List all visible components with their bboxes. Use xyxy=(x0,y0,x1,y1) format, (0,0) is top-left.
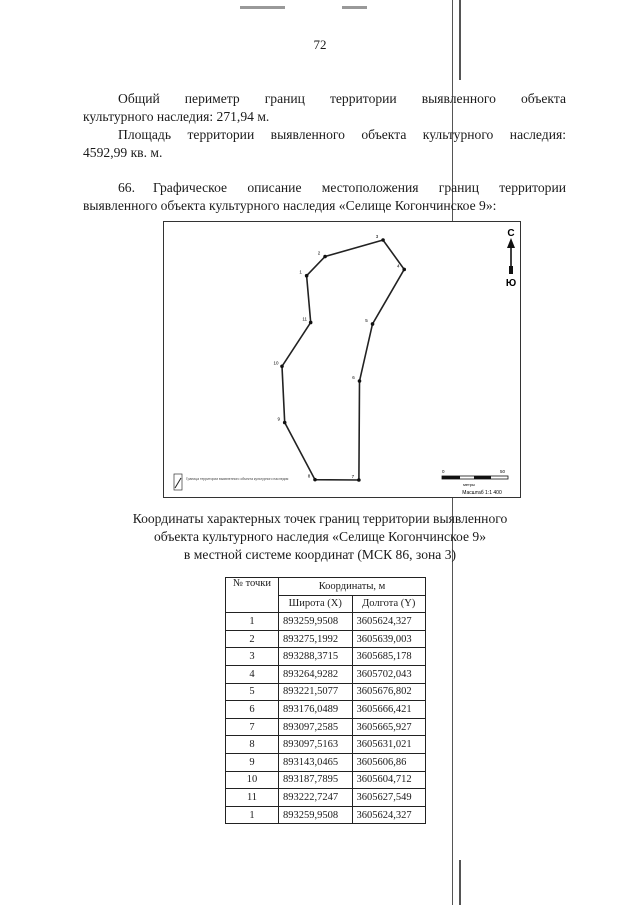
cell-lon: 3605604,712 xyxy=(352,771,426,789)
boundary-point-label: 1 xyxy=(299,269,302,275)
header-lon: Долгота (Y) xyxy=(352,595,426,613)
section-number: 66. xyxy=(118,180,135,195)
cell-lat: 893222,7247 xyxy=(279,789,353,807)
header-lat: Широта (X) xyxy=(279,595,353,613)
cell-lon: 3605666,421 xyxy=(352,701,426,719)
table-row xyxy=(226,736,426,754)
cell-lat: 893259,9508 xyxy=(279,806,353,824)
cell-lon: 3605702,043 xyxy=(352,665,426,683)
cell-lat: 893097,5163 xyxy=(279,736,353,754)
boundary-point xyxy=(402,268,406,272)
boundary-map xyxy=(163,221,521,498)
boundary-point-label: 7 xyxy=(351,474,355,479)
table-row xyxy=(226,718,426,736)
boundary-point xyxy=(381,238,385,242)
cell-point: 1 xyxy=(226,806,279,824)
area-paragraph xyxy=(83,126,566,144)
boundary-point xyxy=(280,365,284,369)
cell-lon: 3605665,927 xyxy=(352,718,426,736)
perimeter-line-2: культурного наследия: 271,94 м. xyxy=(83,109,270,124)
cell-point: 6 xyxy=(226,701,279,719)
table-caption-line-2: объекта культурного наследия «Селище Когончинское 9» xyxy=(154,529,486,544)
cell-lon: 3605624,327 xyxy=(352,806,426,824)
table-row xyxy=(226,613,426,631)
perimeter-line-1: Общий периметр границ территории выявленного объекта xyxy=(118,91,566,106)
table-row xyxy=(226,771,426,789)
boundary-point-label: 6 xyxy=(352,375,355,381)
section-line-1: Графическое описание местоположения границ территории xyxy=(153,180,566,195)
cell-lat: 893259,9508 xyxy=(279,613,353,631)
boundary-map-drawing xyxy=(164,222,522,499)
table-caption-line-1: Координаты характерных точек границ территории выявленного xyxy=(132,511,508,526)
boundary-line xyxy=(282,240,404,480)
cell-point: 8 xyxy=(226,736,279,754)
legend-text: Граница территории выявленного объекта культурного наследия xyxy=(186,477,289,481)
cell-lon: 3605631,021 xyxy=(352,736,426,754)
cell-point: 10 xyxy=(226,771,279,789)
scale-bar xyxy=(442,469,508,496)
table-row xyxy=(226,806,426,824)
cell-lat: 893097,2585 xyxy=(279,718,353,736)
boundary-point xyxy=(313,478,317,482)
cell-lon: 3605676,802 xyxy=(352,683,426,701)
perimeter-paragraph-cont xyxy=(83,108,566,126)
cell-lon: 3605639,003 xyxy=(352,630,426,648)
cell-lat: 893221,5077 xyxy=(279,683,353,701)
table-row xyxy=(226,753,426,771)
header-coords: Координаты, м xyxy=(279,578,426,596)
boundary-point-label: 11 xyxy=(302,316,308,322)
area-paragraph-cont xyxy=(83,144,566,162)
perimeter-paragraph xyxy=(83,90,566,108)
section-line-2: выявленного объекта культурного наследия «Селище Когончинское 9»: xyxy=(83,198,497,213)
cell-lon: 3605685,178 xyxy=(352,648,426,666)
boundary-point-label: 10 xyxy=(273,360,279,366)
north-label: С xyxy=(507,228,515,239)
header-point: № точки xyxy=(226,578,279,613)
scan-smudge xyxy=(240,6,285,9)
cell-lat: 893264,9282 xyxy=(279,665,353,683)
cell-lat: 893275,1992 xyxy=(279,630,353,648)
map-legend xyxy=(174,474,289,490)
boundary-point-label: 5 xyxy=(365,317,368,323)
boundary-point xyxy=(371,322,375,326)
boundary-point-label: 4 xyxy=(396,263,400,269)
scale-end: 50 xyxy=(500,469,506,474)
cell-lat: 893143,0465 xyxy=(279,753,353,771)
boundary-point xyxy=(323,255,327,259)
boundary-point xyxy=(358,379,362,383)
area-line-2: 4592,99 кв. м. xyxy=(83,145,163,160)
cell-point: 9 xyxy=(226,753,279,771)
cell-point: 3 xyxy=(226,648,279,666)
cell-point: 4 xyxy=(226,665,279,683)
cell-lat: 893187,7895 xyxy=(279,771,353,789)
cell-lat: 893176,0489 xyxy=(279,701,353,719)
area-line-1: Площадь территории выявленного объекта культурного наследия: xyxy=(118,127,566,142)
cell-point: 1 xyxy=(226,613,279,631)
cell-point: 2 xyxy=(226,630,279,648)
boundary-point xyxy=(283,421,287,425)
boundary-point-label: 3 xyxy=(375,234,379,239)
page-number: 72 xyxy=(313,37,327,52)
section-heading-cont xyxy=(83,197,566,215)
cell-point: 11 xyxy=(226,789,279,807)
table-caption-line-3: в местной системе координат (МСК 86, зона 3) xyxy=(183,547,457,562)
table-row xyxy=(226,648,426,666)
scan-margin-line xyxy=(459,860,461,905)
boundary-point-label: 2 xyxy=(317,250,321,256)
scale-start: 0 xyxy=(442,469,445,474)
scan-smudge xyxy=(342,6,367,9)
scale-unit: метры xyxy=(463,482,475,487)
boundary-point xyxy=(305,274,309,278)
coordinates-table xyxy=(225,577,426,824)
section-heading xyxy=(83,179,566,197)
table-row xyxy=(226,683,426,701)
table-row xyxy=(226,665,426,683)
boundary-point-label: 8 xyxy=(307,473,311,479)
cell-lat: 893288,3715 xyxy=(279,648,353,666)
cell-lon: 3605606,86 xyxy=(352,753,426,771)
table-row xyxy=(226,701,426,719)
south-label: Ю xyxy=(505,278,517,289)
boundary-points xyxy=(273,234,406,482)
scale-text: Масштаб 1:1 400 xyxy=(462,490,502,496)
north-arrow xyxy=(506,228,516,289)
cell-point: 7 xyxy=(226,718,279,736)
cell-lon: 3605624,327 xyxy=(352,613,426,631)
cell-lon: 3605627,549 xyxy=(352,789,426,807)
boundary-point-label: 9 xyxy=(277,416,280,422)
boundary-point xyxy=(309,321,313,325)
boundary-point xyxy=(357,478,361,482)
cell-point: 5 xyxy=(226,683,279,701)
table-row xyxy=(226,789,426,807)
table-row xyxy=(226,630,426,648)
